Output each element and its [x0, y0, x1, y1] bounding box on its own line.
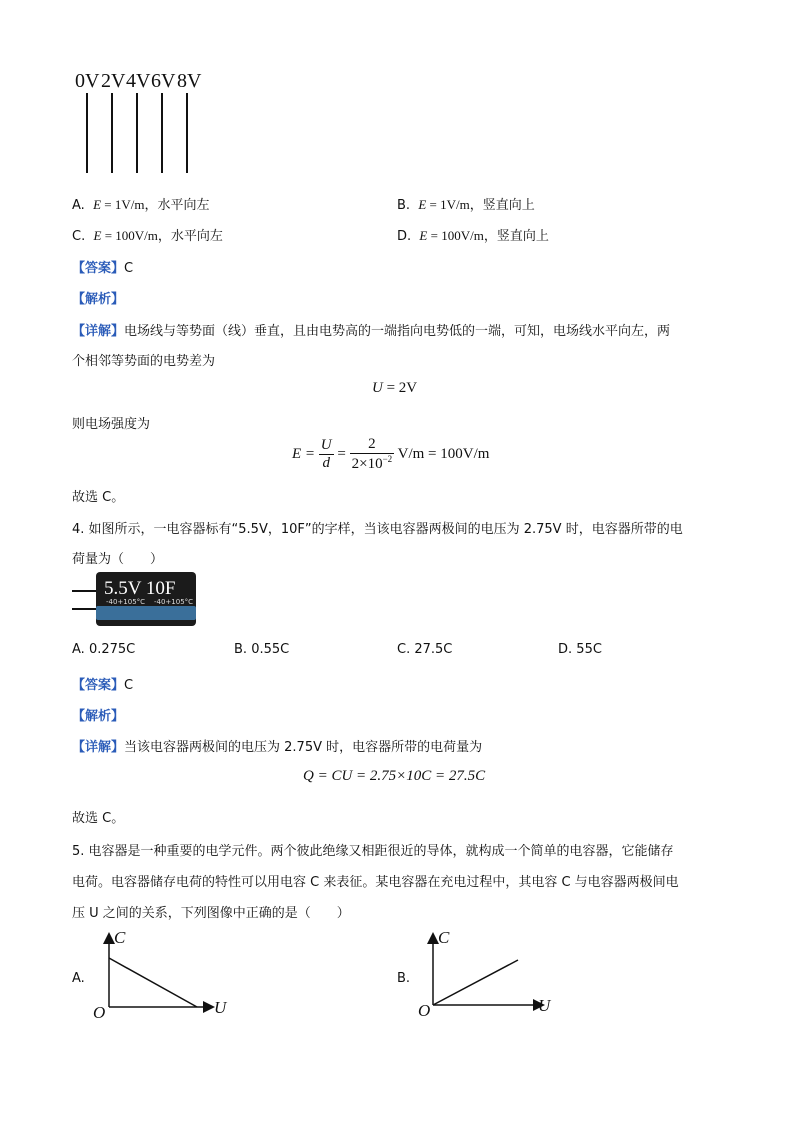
fraction-u-over-d [319, 437, 334, 472]
q3-conclusion: 故选 C。 [72, 490, 125, 505]
potential-label-2: 4V [126, 70, 151, 92]
origin-label: O [418, 1001, 431, 1020]
fraction-denominator: 2×10 [351, 456, 383, 472]
equipotential-line [136, 93, 138, 173]
exponent: −2 [382, 454, 393, 464]
x-axis-label: U [538, 996, 551, 1015]
equipotential-line [86, 93, 88, 173]
answer-tag: 【答案】 [72, 678, 125, 693]
q3-detail-line1 [72, 320, 670, 339]
q4-answer [72, 674, 133, 693]
graph-line-increasing [433, 960, 518, 1005]
capacitor-body [96, 572, 196, 626]
potential-label-1: 2V [101, 70, 126, 92]
q3-answer [72, 257, 133, 276]
eq-equals: = [333, 445, 350, 462]
detail-text: 电场线与等势面（线）垂直，且由电势高的一端指向电势低的一端，可知，电场线水平向左，两 [124, 324, 671, 339]
option-value: = 1V/m [426, 197, 470, 212]
option-letter: A. [72, 198, 85, 213]
capacitor-temp-rating: -40+105°C [106, 598, 146, 606]
answer-value: C [124, 678, 134, 693]
q4-option-c [397, 642, 452, 657]
option-text: 55C [576, 642, 602, 657]
capacitor-temp-rating: -40+105°C [154, 598, 194, 606]
q5-stem-line3: 压 U 之间的关系，下列图像中正确的是（ ） [72, 906, 350, 921]
option-value: = 100V/m [101, 228, 158, 243]
option-direction: ，竖直向上 [483, 229, 549, 244]
q4-conclusion: 故选 C。 [72, 811, 125, 826]
option-letter: C. [72, 229, 86, 244]
q4-stem-line2: 荷量为（ ） [72, 552, 164, 567]
q3-analysis-tag: 【解析】 [72, 292, 125, 307]
detail-tag: 【详解】 [72, 324, 125, 339]
fraction-denominator: d [322, 455, 330, 471]
option-value: = 100V/m [427, 228, 484, 243]
q4-detail [72, 736, 482, 755]
graph-letter: A. [72, 971, 85, 986]
potential-label-3: 6V [151, 70, 176, 92]
graph-letter: B. [397, 971, 411, 986]
equipotential-line [161, 93, 163, 173]
option-text: 0.275C [88, 642, 136, 657]
capacitor-stripe [96, 606, 196, 620]
q3-option-b [397, 194, 535, 213]
capacitor-lead [72, 590, 98, 592]
option-direction: ，水平向左 [144, 198, 210, 213]
potential-label-4: 8V [177, 70, 202, 92]
option-letter: D. [558, 642, 573, 657]
option-symbol: E [419, 228, 428, 243]
q5-stem-line2: 电荷。电容器储存电荷的特性可以用电容 C 来表征。某电容器在充电过程中，其电容 C 与电容器两极间电 [72, 875, 679, 890]
option-symbol: E [418, 197, 427, 212]
fraction-numerator: U [320, 437, 332, 453]
q4-analysis-tag: 【解析】 [72, 709, 125, 724]
q4-stem-line1: 4. 如图所示，一电容器标有“5.5V，10F”的字样，当该电容器两极间的电压为 2.75V 时，电容器所带的电 [72, 522, 683, 537]
equipotential-line [111, 93, 113, 173]
graph-line-decreasing [109, 958, 197, 1007]
q3-option-d [397, 225, 549, 244]
q5-stem-line1: 5. 电容器是一种重要的电学元件。两个彼此绝缘又相距很近的导体，就构成一个简单的电容器，它能储存 [72, 844, 674, 859]
option-symbol: E [93, 228, 102, 243]
option-direction: ，竖直向上 [469, 198, 535, 213]
option-symbol: E [93, 197, 102, 212]
option-letter: A. [72, 642, 85, 657]
answer-tag: 【答案】 [72, 261, 125, 276]
eq-rhs: V/m = 100V/m [394, 445, 490, 462]
capacitor-lead [72, 608, 98, 610]
q4-option-d [558, 642, 602, 657]
origin-label: O [93, 1003, 106, 1022]
q3-line3: 则电场强度为 [72, 417, 151, 432]
option-letter: D. [397, 229, 412, 244]
option-letter: B. [397, 198, 411, 213]
q3-option-a [72, 194, 209, 213]
q3-equation-1 [372, 380, 417, 397]
answer-value: C [124, 261, 134, 276]
q3-equation-2 [292, 436, 489, 473]
eq-value: = 2V [382, 380, 418, 396]
detail-tag: 【详解】 [72, 740, 125, 755]
option-letter: B. [234, 642, 248, 657]
q4-option-b [234, 642, 289, 657]
y-axis-label: C [438, 928, 450, 947]
x-axis-label: U [214, 998, 227, 1017]
option-direction: ，水平向左 [157, 229, 223, 244]
option-text: 27.5C [414, 642, 453, 657]
eq-lhs: E = [292, 445, 316, 462]
detail-text: 当该电容器两极间的电压为 2.75V 时，电容器所带的电荷量为 [124, 740, 483, 755]
potential-label-0: 0V [75, 70, 100, 92]
eq-symbol: U [372, 380, 383, 396]
capacitor-label: 5.5V 10F [104, 578, 176, 599]
y-axis-label: C [114, 928, 126, 947]
q4-option-a [72, 642, 135, 657]
q3-detail-line2: 个相邻等势面的电势差为 [72, 354, 216, 369]
option-value: = 1V/m [101, 197, 145, 212]
fraction-value [350, 436, 395, 473]
option-letter: C. [397, 642, 411, 657]
equipotential-line [186, 93, 188, 173]
option-text: 0.55C [251, 642, 290, 657]
fraction-numerator: 2 [350, 436, 395, 454]
q4-equation: Q = CU = 2.75×10C = 27.5C [303, 768, 486, 784]
q3-option-c [72, 225, 223, 244]
